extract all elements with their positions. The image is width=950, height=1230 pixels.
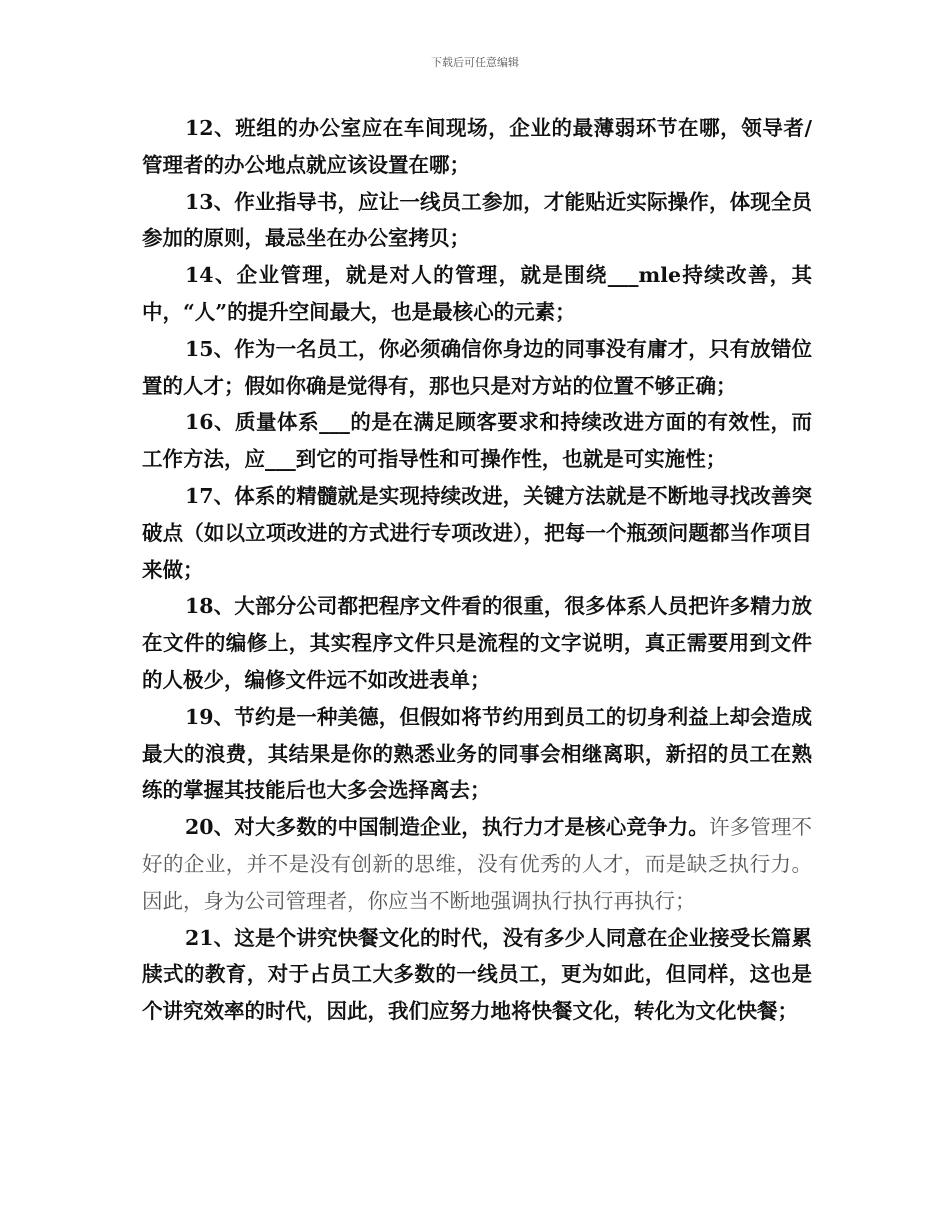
paragraph-light-text: 许多管理不好的企业，并不是没有创新的思维，没有优秀的人才，而是缺乏执行力。因此，身为公司管理者，你应当不断地强调执行执行再执行； <box>142 815 813 913</box>
paragraph-18 <box>142 588 812 698</box>
paragraph-17 <box>142 478 812 588</box>
paragraph-text: 17、体系的精髓就是实现持续改进，关键方法就是不断地寻找改善突破点（如以立项改进的方式进行专项改进），把每一个瓶颈问题都当作项目来做； <box>142 483 812 582</box>
paragraph-13 <box>142 184 812 258</box>
document-body <box>142 110 812 1030</box>
paragraph-text: 16、质量体系___的是在满足顾客要求和持续改进方面的有效性，而工作方法，应___到它的可指导性和可操作性，也就是可实施性； <box>142 410 812 472</box>
paragraph-text: 13、作业指导书，应让一线员工参加，才能贴近实际操作，体现全员参加的原则，最忌坐在办公室拷贝； <box>142 189 812 251</box>
paragraph-15 <box>142 331 812 405</box>
paragraph-text: 21、这是个讲究快餐文化的时代，没有多少人同意在企业接受长篇累牍式的教育，对于占员工大多数的一线员工，更为如此，但同样，这也是个讲究效率的时代，因此，我们应努力地将快餐文化，转化为文化快餐； <box>142 925 812 1024</box>
paragraph-14 <box>142 257 812 331</box>
paragraph-text: 12、班组的办公室应在车间现场，企业的最薄弱环节在哪，领导者/管理者的办公地点就应该设置在哪； <box>142 116 812 177</box>
paragraph-text: 20、对大多数的中国制造企业，执行力才是核心竞争力。 <box>185 815 709 840</box>
paragraph-19 <box>142 699 812 809</box>
paragraph-text: 18、大部分公司都把程序文件看的很重，很多体系人员把许多精力放在文件的编修上，其实程序文件只是流程的文字说明，真正需要用到文件的人极少，编修文件远不如改进表单； <box>142 594 812 692</box>
paragraph-21 <box>142 920 812 1030</box>
paragraph-16 <box>142 404 812 478</box>
paragraph-20 <box>142 809 812 919</box>
page-header: 下载后可任意编辑 <box>431 56 519 69</box>
paragraph-text: 19、节约是一种美德，但假如将节约用到员工的切身利益上却会造成最大的浪费，其结果是你的熟悉业务的同事会相继离职，新招的员工在熟练的掌握其技能后也大多会选择离去； <box>142 704 812 803</box>
paragraph-12 <box>142 110 812 184</box>
paragraph-text: 15、作为一名员工，你必须确信你身边的同事没有庸才，只有放错位置的人才；假如你确是觉得有，那也只是对方站的位置不够正确； <box>142 336 812 398</box>
paragraph-text: 14、企业管理，就是对人的管理，就是围绕___mle持续改善，其中，“人”的提升空间最大，也是最核心的元素； <box>142 263 812 324</box>
